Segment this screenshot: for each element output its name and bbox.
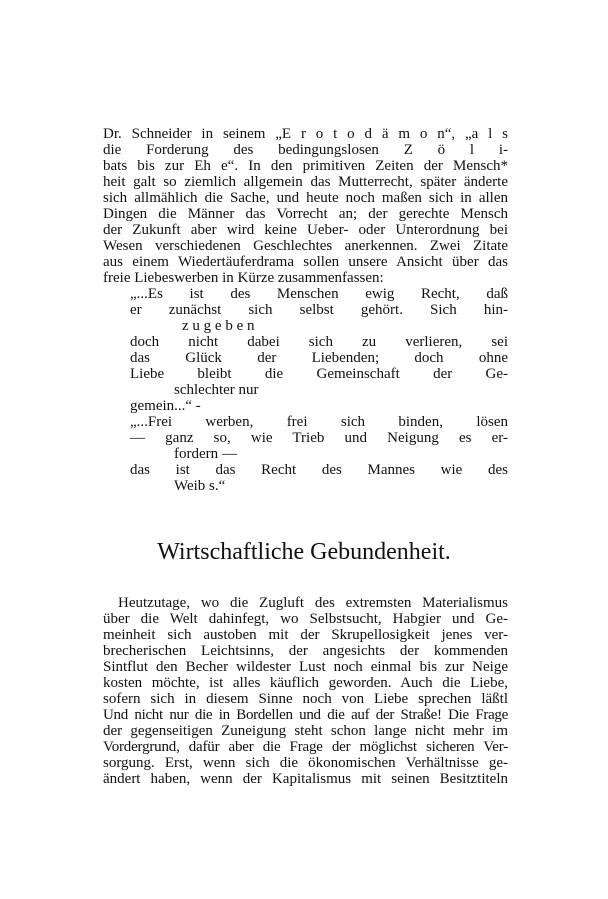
quote-line: schlechter nur <box>174 382 259 398</box>
paragraph1-line: bats bis zur Eh e“. In den primitiven Zeiten der Mensch* <box>103 158 508 174</box>
quote-line: „...Frei werben, frei sich binden, lösen <box>130 414 508 430</box>
quote-line: Weib s.“ <box>174 478 226 494</box>
quote-line: — ganz so, wie Trieb und Neigung es er- <box>130 430 508 446</box>
paragraph2-line: ändert haben, wenn der Kapitalismus mit seinen Besitztiteln <box>103 771 508 787</box>
paragraph1-line: Wesen verschiedenen Geschlechtes anerkennen. Zwei Zitate <box>103 238 508 254</box>
paragraph1-line: Dr. Schneider in seinem „E r o t o d ä m o n“, „a l s <box>103 126 508 142</box>
paragraph2-line: der gegenseitigen Zuneigung steht schon lange nicht mehr im <box>103 723 508 739</box>
paragraph1-line: heit galt so ziemlich allgemein das Mutterrecht, später änderte <box>103 174 508 190</box>
paragraph2-line: Heutzutage, wo die Zugluft des extremsten Materialismus <box>118 595 508 611</box>
paragraph2-line: brecherischen Leichtsinns, der angesichts der kommenden <box>103 643 508 659</box>
quote-line: gemein...“ - <box>130 398 201 414</box>
paragraph2-line: Vordergrund, dafür aber die Frage der möglichst sicheren Ver- <box>103 739 508 755</box>
quote-line: er zunächst sich selbst gehört. Sich hin- <box>130 302 508 318</box>
quote-line: das ist das Recht des Mannes wie des <box>130 462 508 478</box>
quote-line: z u g e b e n <box>182 318 255 334</box>
paragraph1-line: sich allmählich die Sache, und heute noch maßen sich in allen <box>103 190 508 206</box>
paragraph2-line: Sintflut den Becher wildester Lust noch einmal bis zur Neige <box>103 659 508 675</box>
paragraph2-line: kosten möchte, ist alles käuflich geworden. Auch die Liebe, <box>103 675 508 691</box>
paragraph2-line: meinheit sich austoben mit der Skrupellosigkeit jenes ver- <box>103 627 508 643</box>
paragraph1-line: die Forderung des bedingungslosen Z ö l i- <box>103 142 508 158</box>
quote-line: Liebe bleibt die Gemeinschaft der Ge- <box>130 366 508 382</box>
paragraph1-line: aus einem Wiedertäuferdrama sollen unsere Ansicht über das <box>103 254 508 270</box>
quote-line: das Glück der Liebenden; doch ohne <box>130 350 508 366</box>
quote-line: fordern — <box>174 446 237 462</box>
quote-line: „...Es ist des Menschen ewig Recht, daß <box>130 286 508 302</box>
paragraph1-line: freie Liebeswerben in Kürze zusammenfassen: <box>103 270 384 286</box>
paragraph1-line: Dingen die Männer das Vorrecht an; der gerechte Mensch <box>103 206 508 222</box>
paragraph2-line: sofern sich in diesem Sinne noch von Liebe sprechen läßtl <box>103 691 508 707</box>
paragraph2-line: über die Welt dahinfegt, wo Selbstsucht, Habgier und Ge- <box>103 611 508 627</box>
section-heading: Wirtschaftliche Gebundenheit. <box>157 539 451 565</box>
paragraph2-line: Und nicht nur die in Bordellen und die auf der Straße! Die Frage <box>103 707 508 723</box>
paragraph1-line: der Zukunft aber wird keine Ueber- oder Unterordnung bei <box>103 222 508 238</box>
quote-line: doch nicht dabei sich zu verlieren, sei <box>130 334 508 350</box>
paragraph2-line: sorgung. Erst, wenn sich die ökonomischen Verhältnisse ge- <box>103 755 508 771</box>
